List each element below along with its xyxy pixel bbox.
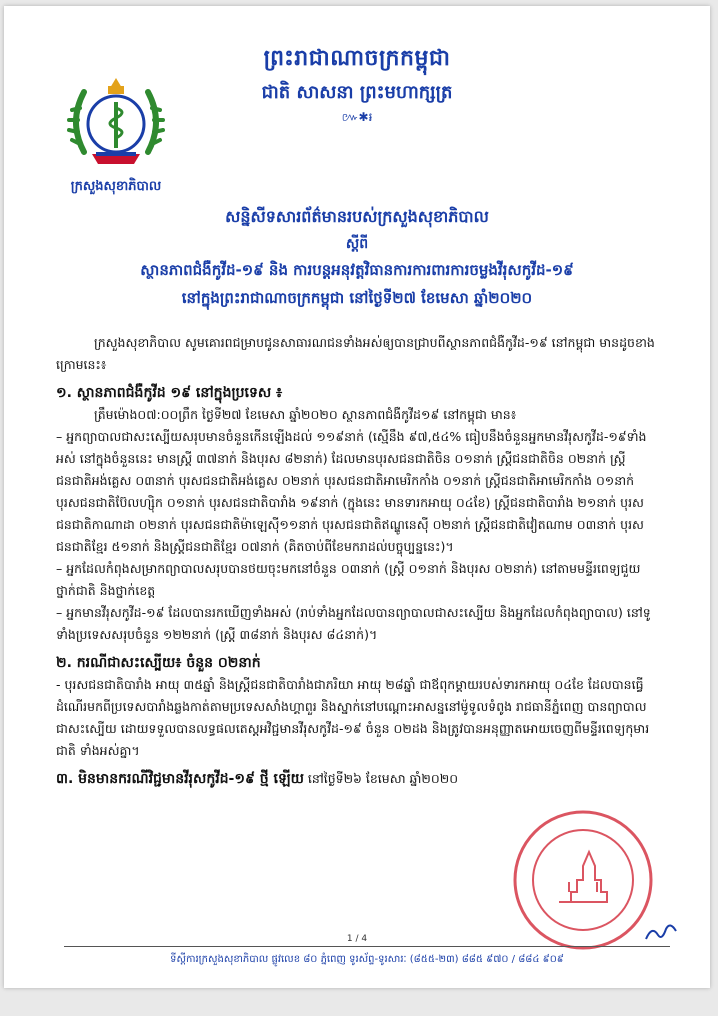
document-title: សន្និសីទសារព័ត៌មានរបស់ក្រសួងសុខាភិបាល bbox=[225, 207, 489, 226]
title-date: នៅក្នុងព្រះរាជាណាចក្រកម្ពុជា នៅថ្ងៃទី២៧ ខែមេសា ឆ្នាំ២០២០ bbox=[181, 289, 533, 307]
intro-paragraph: ក្រសួងសុខាភិបាល សូមគោរពជម្រាបជូនសាធារណជនទាំងអស់ឲ្យបានជ្រាបពីស្ថានភាពជំងឺកូវីដ-១៩ នៅកម្ពុជា មានដូចខាងក្រោមនេះ៖ bbox=[56, 335, 655, 372]
footer-address: ទីស្តីការក្រសួងសុខាភិបាល ផ្លូវលេខ ៨០ ភ្នំពេញ ទូរស័ព្ទ-ទូរសារៈ (៨៥៥-២៣) ៨៨៥ ៩៧០ / ៨៨៤ ៩០៩ bbox=[170, 954, 564, 965]
document-body bbox=[56, 332, 656, 790]
official-seal bbox=[509, 806, 657, 954]
bullet-recovered: – អ្នកព្យាបាលជាសះស្បើយសរុបមានចំនួនកើនឡើងដល់ ១១៩នាក់ (ស្មើនឹង ៩៧,៥៤% ធៀបនឹងចំនួនអ្នកមានវីរុសកូវីដ-១៩ទាំងអស់ នៅក្នុងចំនួននេះ មានស្ត្រី ៣៧នាក់ និងបុរស ៨២នាក់) ដែលមានបុរសជនជាតិចិន ០១នាក់ ស្ត្រីជនជាតិចិន ០២នាក់ ស្ត្រីជនជាតិអង់គ្លេស ០៣នាក់ បុរសជនជាតិអង់គ្លេស ០២នាក់ បុរសជនជាតិអាមេរិកកាំង ០១នាក់ ស្ត្រីជនជាតិអាមេរិកកាំង ០១នាក់ បុរសជនជាតិប៊ែលហ្ស៊ិក ០១នាក់ បុរសជនជាតិបារាំង ១៩នាក់ (ក្នុងនេះ មានទារកអាយុ ០៤ខែ) ស្ត្រីជនជាតិបារាំង ២១នាក់ បុរសជនជាតិកាណាដា ០២នាក់ បុរសជនជាតិម៉ាឡេស៊ី១១នាក់ បុរសជនជាតិឥណ្ឌូនេស៊ី ០២នាក់ ស្ត្រីជនជាតិវៀតណាម ០៣នាក់ បុរសជនជាតិខ្មែរ ៥១នាក់ និងស្ត្រីជនជាតិខ្មែរ ០៧នាក់ (គិតចាប់ពីខែមករាដល់បច្ចុប្បន្ននេះ)។ bbox=[56, 429, 647, 554]
footer-divider bbox=[64, 946, 670, 947]
section-3-title: ៣. មិនមានករណីវិជ្ជមានវីរុសកូវីដ-១៩ ថ្មី ឡើយ bbox=[56, 771, 304, 787]
header-ornament: ៚✱៛ bbox=[341, 110, 373, 124]
press-release-titles bbox=[4, 206, 710, 311]
title-subject: ស្ថានភាពជំងឺកូវីដ-១៩ និង ការបន្តអនុវត្តវិធានការការពារការចម្លងវីរុសកូវីដ-១៩ bbox=[140, 261, 574, 279]
title-about: ស្ដីពី bbox=[345, 236, 369, 252]
section-3-heading bbox=[56, 768, 656, 790]
bullet-total-cases: – អ្នកមានវីរុសកូវីដ-១៩ ដែលបានរកឃើញទាំងអស់ (រាប់ទាំងអ្នកដែលបានព្យាបាលជាសះស្បើយ និងអ្នកដែលកំពុងព្យាបាល) នៅទូទាំងប្រទេសសរុបចំនួន ១២២នាក់ (ស្ត្រី ៣៨នាក់ និងបុរស ៨៤នាក់)។ bbox=[56, 605, 651, 642]
document-page bbox=[4, 6, 710, 988]
kingdom-header bbox=[4, 44, 710, 127]
kingdom-title: ព្រះរាជាណាចក្រកម្ពុជា bbox=[263, 46, 451, 71]
page-number: 1 / 4 bbox=[346, 934, 368, 944]
section-2-paragraph: - បុរសជនជាតិបារាំង អាយុ ៣៥ឆ្នាំ និងស្ត្រីជនជាតិបារាំងជាភរិយា អាយុ ២៨ឆ្នាំ ជាឪពុកម្ដាយរបស់ទារកអាយុ ០៤ខែ ដែលបានធ្វើដំណើរមកពីប្រទេសបារាំងឆ្លងកាត់តាមប្រទេសសាំងហ្គាពួរ និងស្នាក់នៅបណ្ដោះអាសន្ននៅម៉ូទូលទំពូង រាជធានីភ្នំពេញ បានព្យាបាលជាសះស្បើយ ដោយទទួលបានលទ្ធផលតេស្តអវិជ្ជមានវីរុសកូវីដ-១៩ ចំនួន ០២ដង និងត្រូវបានអនុញ្ញាតអោយចេញពីមន្ទីរពេទ្យកុមារជាតិ ទាំងអស់គ្នា។ bbox=[56, 677, 650, 758]
kingdom-motto: ជាតិ សាសនា ព្រះមហាក្សត្រ bbox=[261, 82, 453, 103]
bullet-in-treatment: – អ្នកដែលកំពុងសម្រាកព្យាបាលសរុបបានថយចុះមកនៅចំនួន ០៣នាក់ (ស្ត្រី ០១នាក់ និងបុរស ០២នាក់) នៅតាមមន្ទីរពេទ្យជួយថ្នាក់ជាតិ និងថ្នាក់ខេត្ត bbox=[56, 561, 641, 598]
section-2-heading: ២. ករណីជាសះស្បើយ៖ ចំនួន ០២នាក់ bbox=[56, 655, 261, 671]
section-3-date: នៅថ្ងៃទី២៦ ខែមេសា ឆ្នាំ២០២០ bbox=[303, 771, 459, 786]
ministry-name: ក្រសួងសុខាភិបាល bbox=[70, 179, 162, 194]
section-1-intro: ត្រឹមម៉ោង០៧:០០ព្រឹក ថ្ងៃទី២៧ ខែមេសា ឆ្នាំ២០២០ ស្ថានភាពជំងឺកូវីដ១៩ នៅកម្ពុជា មាន៖ bbox=[94, 407, 517, 422]
section-1-heading: ១. ស្ថានភាពជំងឺកូវីដ ១៩ នៅក្នុងប្រទេស ៖ bbox=[56, 385, 283, 401]
